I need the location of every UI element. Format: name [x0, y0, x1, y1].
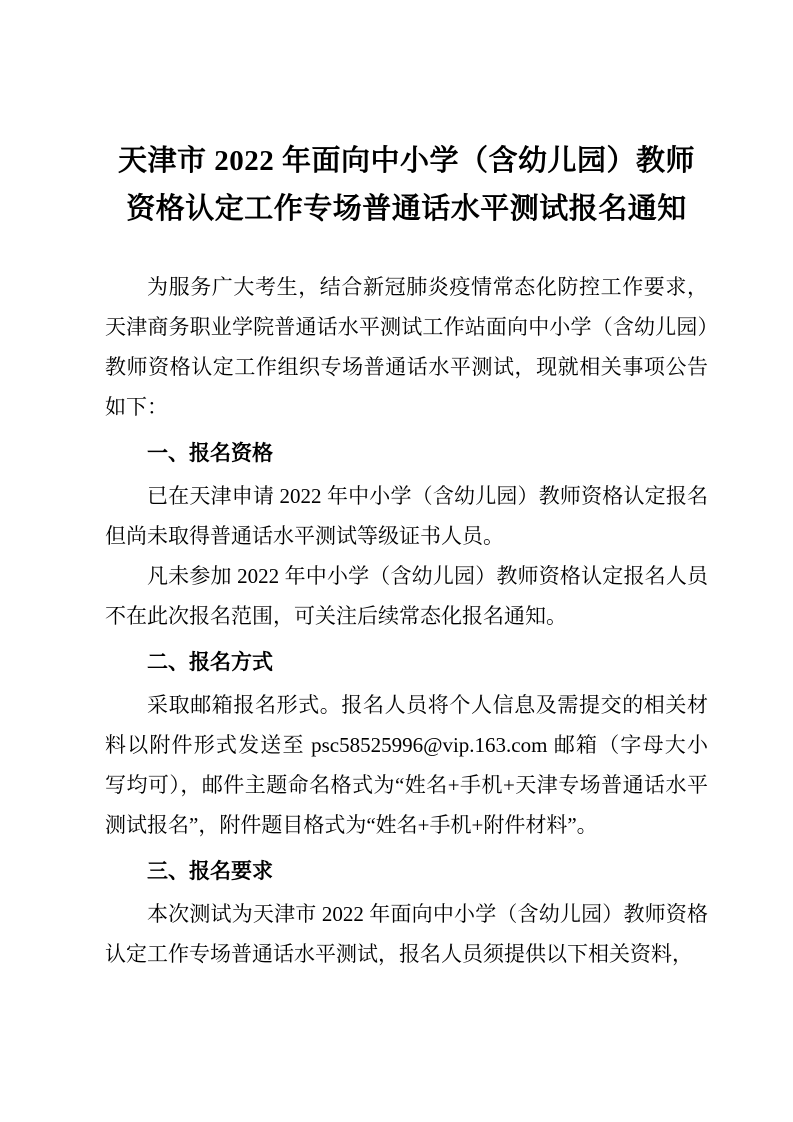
eligibility-paragraph-2: 凡未参加 2022 年中小学（含幼儿园）教师资格认定报名人员不在此次报名范围，可关注后续常态化报名通知。	[105, 564, 708, 628]
section-heading-registration-method: 二、报名方式	[147, 651, 273, 674]
document-title: 天津市 2022 年面向中小学（含幼儿园）教师资格认定工作专场普通话水平测试报名通知	[117, 145, 695, 225]
registration-method-paragraph: 采取邮箱报名形式。报名人员将个人信息及需提交的相关材料以附件形式发送至 psc58525996@vip.163.com 邮箱（字母大小写均可），邮件主题命名格式为“姓名+手机+天津专场普通话水平测试报名”，附件题目格式为“姓名+手机+附件材料”。	[105, 693, 708, 837]
registration-requirements-paragraph: 本次测试为天津市 2022 年面向中小学（含幼儿园）教师资格认定工作专场普通话水平测试，报名人员须提供以下相关资料，	[105, 902, 708, 966]
section-heading-registration-eligibility: 一、报名资格	[147, 442, 273, 465]
section-heading-registration-requirements: 三、报名要求	[147, 860, 273, 883]
eligibility-paragraph-1: 已在天津申请 2022 年中小学（含幼儿园）教师资格认定报名但尚未取得普通话水平测试等级证书人员。	[105, 484, 708, 548]
document-content	[105, 137, 708, 974]
intro-paragraph: 为服务广大考生，结合新冠肺炎疫情常态化防控工作要求，天津商务职业学院普通话水平测试工作站面向中小学（含幼儿园）教师资格认定工作组织专场普通话水平测试，现就相关事项公告如下：	[105, 275, 708, 419]
